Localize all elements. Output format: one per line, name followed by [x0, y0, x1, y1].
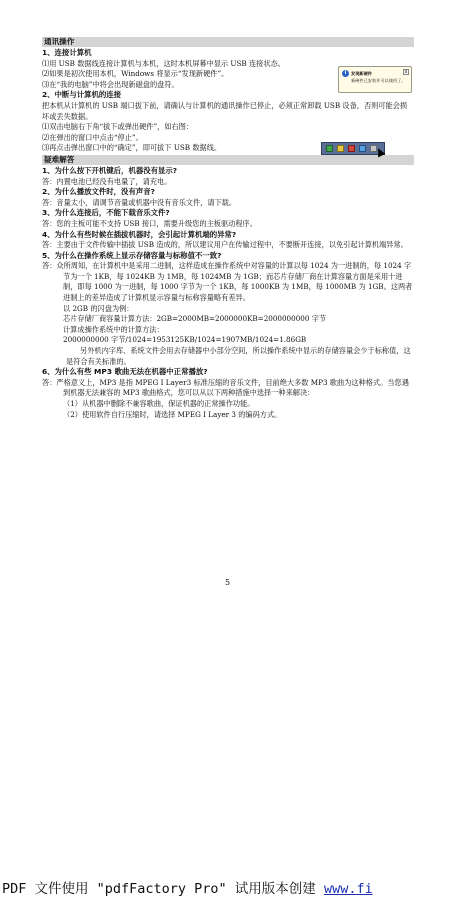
section-title-ops: 通讯操作 [42, 37, 414, 47]
faq-q6: 6、为什么有些 MP3 歌曲无法在机器中正常播放? [42, 367, 208, 377]
tray-hardware-icon [337, 145, 344, 152]
faq-a5-example: 以 2GB 的闪盘为例： [63, 303, 134, 313]
connect-step-3: ⑶在“我的电脑”中将会出现新磁盘的盘符。 [42, 79, 179, 89]
faq-q3: 3、为什么连接后，不能下载音乐文件? [42, 208, 170, 218]
disconnect-step-2: ⑵在弹出的窗口中点击“停止”。 [42, 132, 143, 142]
faq-q1: 1、为什么按下开机键后，机器没有显示? [42, 165, 178, 175]
faq-a5-pc-calc-label: 计算成操作系统中的计算方法： [63, 324, 164, 334]
connect-step-1: ⑴用 USB 数据线连接计算机与本机，这时本机屏幕中显示 USB 连接状态。 [42, 58, 285, 68]
faq-a5-note: 另外机内字库、系统文件会用去存储器中小部分空间，所以操作系统中显示的存储容量会少于标称值，这是符合有关标准的。 [66, 346, 411, 366]
disconnect-step-1: ⑴双击电脑右下角“拔下或弹出硬件”，如右图： [42, 122, 194, 132]
faq-q2: 2、为什么播放文件时，没有声音? [42, 187, 155, 197]
tray-volume-icon [359, 145, 366, 152]
faq-a3: 答：您的主板可能不支持 USB 接口，需要升级您的主板驱动程序。 [42, 218, 257, 228]
tray-antivirus-icon [348, 145, 355, 152]
pdf-footer [2, 877, 373, 897]
faq-q4: 4、为什么有些时候在插拔机器时，会引起计算机端的异常? [42, 229, 237, 239]
faq-a2: 答：音量太小，请调节音量或机器中没有音乐文件，请下载。 [42, 197, 237, 207]
disconnect-step-3: ⑶再点击弹出窗口中的“确定”，即可拔下 USB 数据线。 [42, 143, 222, 153]
close-icon: x [404, 69, 408, 75]
section-title-faq: 疑难解答 [42, 155, 414, 165]
popup-title: 发现新硬件 [351, 70, 372, 76]
popup-body: 新硬件已安装并可以使用了。 [351, 78, 406, 83]
main-content [42, 36, 414, 420]
tray-network-icon [326, 145, 333, 152]
footer-link[interactable]: www.fi [323, 881, 373, 897]
faq-a6-fix-2: （2）使用软件自行压缩时，请选择 MPEG I Layer 3 的编码方式。 [63, 409, 282, 419]
footer-text: PDF 文件使用 "pdfFactory Pro" 试用版本创建 [2, 881, 324, 897]
connect-step-2: ⑵如果是初次使用本机，Windows 将显示“发现新硬件”。 [42, 69, 229, 79]
faq-a5-pc-calc: 2000000000 字节/1024=1953125KB/1024=1907MB/1024=1.86GB [63, 335, 307, 345]
page-number: 5 [224, 578, 231, 587]
disconnect-paragraph: 把本机从计算机的 USB 端口拔下前，请确认与计算机的通讯操作已停止，必须正常卸载 USB 设备，否则可能会损坏或丢失数据。 [42, 100, 408, 121]
heading-connect: 1、连接计算机 [42, 48, 92, 57]
faq-a4: 答：主要由于文件传输中插拔 USB 造成的，所以建议用户在传输过程中，不要断开连接，以免引起计算机端异常。 [42, 240, 408, 250]
faq-a5-vendor-calc: 芯片存储厂商容量计算方法：2GB=2000MB=2000000KB=2000000000 字节 [63, 314, 327, 324]
faq-a6-fix-1: （1）从机器中删除不兼容歌曲，保证机器的正常操作功能。 [63, 399, 255, 408]
heading-disconnect: 2、中断与计算机的连接 [42, 90, 122, 100]
info-icon: i [342, 70, 349, 77]
new-hardware-popup [338, 66, 412, 93]
faq-a5: 答：众所周知，在计算机中是采用二进制，这样造成在操作系统中对容量的计算以每 1024 为一进制的，每 1024 字节为一个 1KB，每 1024KB 为 1MB，每 1024MB 为 1GB；而芯片存储厂商在计算容量方面是采用十进制，即每 1000 为一进制，每 1000 字节为一个 1KB，每 1000KB 为 1MB，每 1000MB 为 1GB。这两者进制上的差异造成了计算机显示容量与标称容量略有差异。 [42, 261, 413, 303]
faq-a1: 答：内置电池已经没有电量了，请充电。 [42, 176, 172, 186]
faq-q5: 5、为什么在操作系统上显示存储容量与标称值不一致? [42, 250, 222, 260]
faq-a6: 答：严格意义上，MP3 是指 MPEG I Layer3 标准压缩的音乐文件，目前绝大多数 MP3 歌曲为这种格式。当您遇到机器无法兼容的 MP3 歌曲格式，您可以从以下两种措施中选择一种来解决： [42, 377, 409, 398]
